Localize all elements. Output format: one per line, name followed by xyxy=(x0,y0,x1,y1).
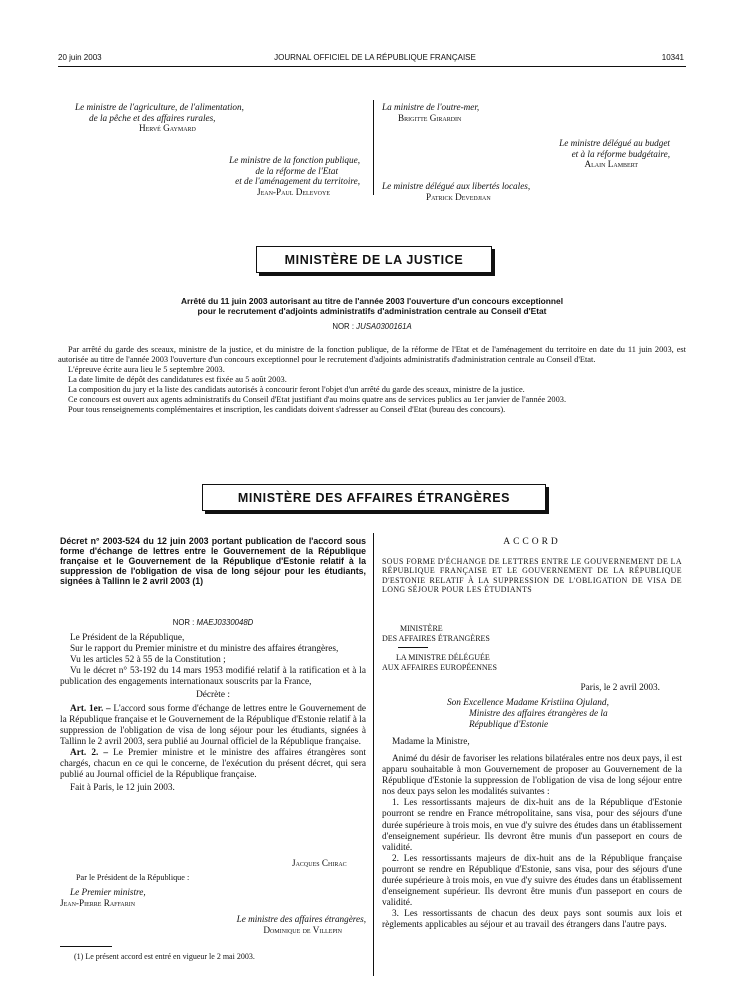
section-heading-text: MINISTÈRE DES AFFAIRES ÉTRANGÈRES xyxy=(237,490,511,505)
section-heading-justice xyxy=(256,246,492,273)
article-label: Art. 1er. – xyxy=(70,703,111,714)
nor-label: NOR : xyxy=(172,618,195,627)
divider-short xyxy=(398,647,428,648)
article-label: Art. 2. – xyxy=(70,747,109,758)
signature-agriculture xyxy=(60,102,295,134)
article-text: Le Premier ministre et le ministre des affaires étrangères sont chargés, chacun en ce qui le concerne, de l'exécution du présent décret, qui sera publié au Journal officiel de la République française. xyxy=(60,747,367,781)
signature-name: Dominique de Villepin xyxy=(263,924,342,935)
nor-code: MAEJ0330048D xyxy=(196,618,254,627)
par-le-president: Par le Président de la République : xyxy=(76,873,190,882)
article-text: L'accord sous forme d'échange de lettres entre le Gouvernement de la République française et le Gouvernement de la République d'Estonie relatif à la suppression de l'obligation de visa de long séjour pour les étudiants, signées à Tallinn le 2 avril 2003, sera publié au Journal officiel de la République française. xyxy=(60,703,367,747)
addressee-line: République d'Estonie xyxy=(469,720,549,730)
header-rule xyxy=(58,66,686,67)
arrete-title-line: pour le recrutement d'adjoints administratifs d'administration centrale au Conseil d'Etat xyxy=(197,306,547,317)
article-1 xyxy=(60,704,366,748)
arrete-body xyxy=(58,345,686,415)
addressee-line: Ministre des affaires étrangères de la xyxy=(469,709,608,719)
footnote: (1) Le présent accord est entré en vigueur le 2 mai 2003. xyxy=(74,952,255,961)
nor-code: JUSA0300161A xyxy=(356,322,412,331)
addressee-line: Son Excellence Madame Kristiina Ojuland, xyxy=(447,698,609,708)
paragraph: L'épreuve écrite aura lieu le 5 septembre 2003. xyxy=(68,365,225,374)
fait-a-paris: Fait à Paris, le 12 juin 2003. xyxy=(70,783,175,794)
signature-title: Le ministre de la fonction publique, xyxy=(229,155,360,165)
arrete-title-line: Arrêté du 11 juin 2003 autorisant au titre de l'année 2003 l'ouverture d'un concours exceptionnel xyxy=(180,296,564,306)
column-divider xyxy=(373,533,374,976)
ministere-line: DES AFFAIRES ÉTRANGÈRES xyxy=(382,633,490,643)
signature-title: Le ministre délégué aux libertés locales, xyxy=(382,181,531,191)
paragraph: 3. Les ressortissants de chacun des deux pays sont soumis aux lois et règlements applicables au séjour et au travail des étrangers dans l'autre pays. xyxy=(382,909,682,931)
arrete-title xyxy=(58,296,686,316)
header-date: 20 juin 2003 xyxy=(58,53,102,62)
signature-name: Brigitte Girardin xyxy=(398,112,462,123)
signature-fonction-publique xyxy=(140,155,360,197)
accord-date: Paris, le 2 avril 2003. xyxy=(580,683,660,693)
signature-name: Jean-Pierre Raffarin xyxy=(60,897,136,908)
decret-nor xyxy=(60,618,366,627)
signature-title: La ministre de l'outre-mer, xyxy=(382,102,480,112)
paragraph: Ce concours est ouvert aux agents administratifs du Conseil d'Etat justifiant d'au moins quatre ans de services publics au 1er janvier de l'année 2003. xyxy=(68,395,567,404)
footnote-rule xyxy=(60,946,112,947)
paragraph: 2. Les ressortissants majeurs de dix-huit ans de la République française pourront se rendre en République d'Estonie, sans visa, pour des séjours d'une durée supérieure à trois mois, en vue d'y suivre des études dans un établissement d'enseignement supérieur. Ils devront être munis d'un passeport en cours de validité. xyxy=(382,853,682,909)
signature-title: Le ministre des affaires étrangères, xyxy=(236,914,366,924)
accord-ministre-deleguee-block xyxy=(382,653,542,672)
signature-name: Hervé Gaymard xyxy=(139,123,196,134)
paragraph: Sur le rapport du Premier ministre et du ministre des affaires étrangères, xyxy=(70,644,339,655)
paragraph: Pour tous renseignements complémentaires et inscription, les candidats doivent s'adresser au Conseil d'Etat (bureau des concours). xyxy=(68,405,506,414)
ministre-deleguee-line: AUX AFFAIRES EUROPÉENNES xyxy=(382,662,497,672)
decrete-label: Décrète : xyxy=(196,690,230,701)
signature-name: Jean-Paul Delevoye xyxy=(257,186,330,197)
signature-title: Le ministre de l'agriculture, de l'alimentation, xyxy=(75,102,244,112)
section-heading-text: MINISTÈRE DE LA JUSTICE xyxy=(284,252,464,267)
signature-title: de la pêche et des affaires rurales, xyxy=(89,112,216,123)
signature-title: et de l'aménagement du territoire, xyxy=(235,176,360,187)
paragraph: La date limite de dépôt des candidatures est fixée au 5 août 2003. xyxy=(68,375,287,384)
paragraph: La composition du jury et la liste des candidats autorisés à concourir feront l'objet d'un arrêté du garde des sceaux, ministre de la justice. xyxy=(68,385,525,394)
accord-body xyxy=(382,754,682,932)
signature-name: Patrick Devedjian xyxy=(426,191,491,202)
signature-title: de la réforme de l'Etat xyxy=(255,165,338,176)
signature-title: Le ministre délégué au budget xyxy=(559,138,670,148)
nor-label: NOR : xyxy=(332,322,354,331)
paragraph: 1. Les ressortissants majeurs de dix-huit ans de la République d'Estonie pourront se rendre en France métropolitaine, sans visa, pour des séjours d'une durée supérieure à trois mois, en vue d'y suivre des études dans un établissement d'enseignement supérieur. Ils devront être munis d'un passeport en cours de validité. xyxy=(382,798,682,853)
signature-name: Jacques Chirac xyxy=(292,858,347,868)
arrete-nor xyxy=(58,322,686,331)
ministre-deleguee-line: LA MINISTRE DÉLÉGUÉE xyxy=(396,653,490,662)
paragraph: Par arrêté du garde des sceaux, ministre de la justice, et du ministre de la fonction publique, de la réforme de l'Etat et de l'aménagement du territoire en date du 11 juin 2003, est autorisée au titre de l'année 2003 l'ouverture d'un concours exceptionnel pour le recrutement d'adjoints administratifs d'administration centrale au Conseil d'Etat. xyxy=(58,345,686,364)
accord-salutation: Madame la Ministre, xyxy=(392,737,470,747)
accord-addressee xyxy=(447,698,682,731)
paragraph: Le Président de la République, xyxy=(70,633,185,643)
signature-name: Alain Lambert xyxy=(584,159,638,170)
signature-mae xyxy=(160,914,366,935)
signature-budget xyxy=(470,138,670,170)
paragraph: Vu les articles 52 à 55 de la Constitution ; xyxy=(70,655,226,666)
header-page-number: 10341 xyxy=(661,53,684,62)
accord-subtitle: SOUS FORME D'ÉCHANGE DE LETTRES ENTRE LE GOUVERNEMENT DE LA RÉPUBLIQUE FRANÇAISE ET LE GOUVERNEMENT DE LA RÉPUBLIQUE D'ESTONIE RELATIF À LA SUPPRESSION DE L'OBLIGATION DE VISA DE LONG SÉJOUR POUR LES ÉTUDIANTS xyxy=(382,557,682,595)
section-heading-affaires-etrangeres xyxy=(202,484,546,511)
header-journal-title: JOURNAL OFFICIEL DE LA RÉPUBLIQUE FRANÇAISE xyxy=(274,53,476,62)
signature-libertes-locales xyxy=(382,181,642,202)
ministere-line: MINISTÈRE xyxy=(400,624,443,633)
paragraph: Vu le décret n° 53-192 du 14 mars 1953 modifié relatif à la ratification et à la publication des engagements internationaux souscrits par la France, xyxy=(60,666,366,688)
decret-title: Décret n° 2003-524 du 12 juin 2003 portant publication de l'accord sous forme d'échange de lettres entre le Gouvernement de la République française et le Gouvernement de la République d'Estonie relatif à la suppression de l'obligation de visa de long séjour pour les étudiants, signées à Tallinn le 2 avril 2003 (1) xyxy=(60,536,366,586)
accord-heading: ACCORD xyxy=(503,537,561,547)
paragraph: Animé du désir de favoriser les relations bilatérales entre nos deux pays, il est apparu souhaitable à mon Gouvernement de proposer au Gouvernement de la République d'Estonie la suppression de l'obligation de visa de long séjour entre nos deux pays selon les modalités suivantes : xyxy=(382,754,682,798)
signature-title: Le Premier ministre, xyxy=(70,887,146,897)
signature-title: et à la réforme budgétaire, xyxy=(571,148,670,159)
column-divider xyxy=(373,100,374,195)
article-2 xyxy=(60,748,366,781)
decret-body xyxy=(60,633,366,794)
signature-premier-ministre xyxy=(60,887,260,908)
signature-outre-mer xyxy=(382,102,632,123)
accord-ministere-block xyxy=(382,624,532,643)
